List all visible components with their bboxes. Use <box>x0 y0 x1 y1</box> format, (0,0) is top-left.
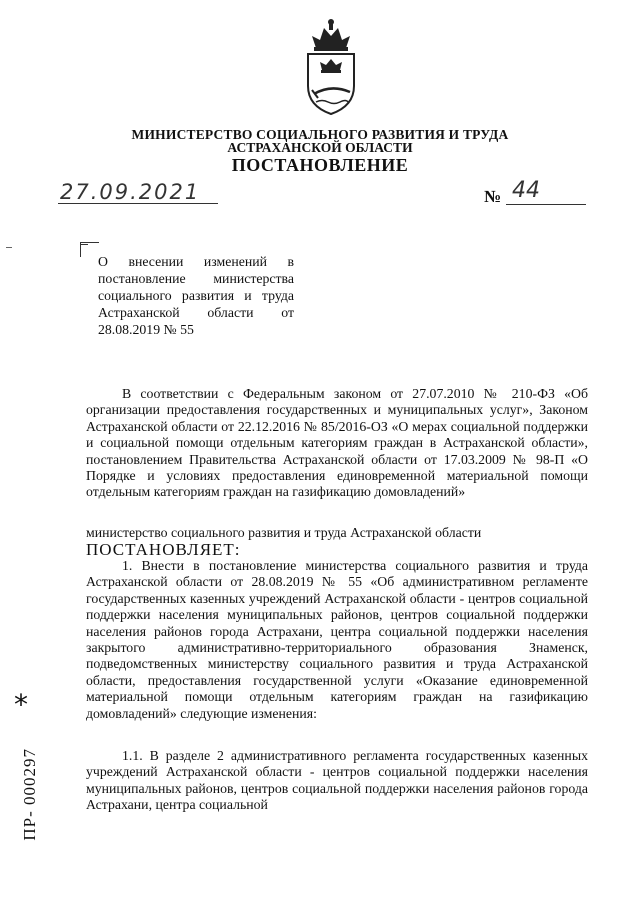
legal-basis-paragraph: В соответствии с Федеральным законом от 27.07.2010 № 210-ФЗ «Об организации предоставления государственных и муниципальных услуг», Законом Астраханской области от 22.12.2016 № 85/2016-ОЗ «О мерах социальной поддержки и социальной помощи отдельным категориям граждан в Астраханской области», постановлением Правительства Астраханской области от 17.03.2009 № 98-П «О Порядке и условиях предоставления единовременной материальной помощи отдельным категориям граждан на газификацию домовладений» <box>86 386 588 500</box>
number-label: № <box>484 187 502 206</box>
document-subject: О внесении изменений в постановление министерства социального развития и труда Астраханской области от 28.08.2019 № 55 <box>98 254 294 337</box>
resolve-heading: ПОСТАНОВЛЯЕТ: <box>86 540 241 559</box>
document-number: 44 <box>512 178 540 203</box>
subject-corner-mark <box>80 242 99 257</box>
document-type-title: ПОСТАНОВЛЕНИЕ <box>231 155 409 175</box>
ministry-paragraph: министерство социального развития и труда Астраханской области <box>86 525 482 540</box>
margin-tick-mark <box>6 247 12 248</box>
side-star-mark: * <box>14 688 28 721</box>
number-underline <box>506 204 586 205</box>
coat-of-arms-icon <box>298 14 364 118</box>
item-1-paragraph: 1. Внести в постановление министерства социального развития и труда Астраханской области от 28.08.2019 № 55 «Об административном регламенте государственных казенных учреждений Астраханской области - центров социальной поддержки населения муниципальных районов, центров социальной поддержки населения районов города Астрахани, центра социальной поддержки населения закрытого административно-территориального образования Знаменск, подведомственных министерству социального развития и труда Астраханской области, предоставления государственной услуги «Оказание единовременной материальной помощи отдельным категориям граждан на газификацию домовладений» следующие изменения: <box>86 558 588 721</box>
item-1-1-paragraph: 1.1. В разделе 2 административного регламента государственных казенных учреждений Астраханской области - центров социальной поддержки населения муниципальных районов, центров социальной поддержки населения районов города Астрахани, центра социальной <box>86 748 588 813</box>
registration-code: ПР- 000297 <box>20 748 39 841</box>
date-underline <box>58 203 218 204</box>
ministry-name-line1: МИНИСТЕРСТВО СОЦИАЛЬНОГО РАЗВИТИЯ И ТРУДА <box>131 127 509 142</box>
document-date: 27.09.2021 <box>60 180 201 204</box>
ministry-name-line2: АСТРАХАНСКОЙ ОБЛАСТИ <box>227 140 413 155</box>
